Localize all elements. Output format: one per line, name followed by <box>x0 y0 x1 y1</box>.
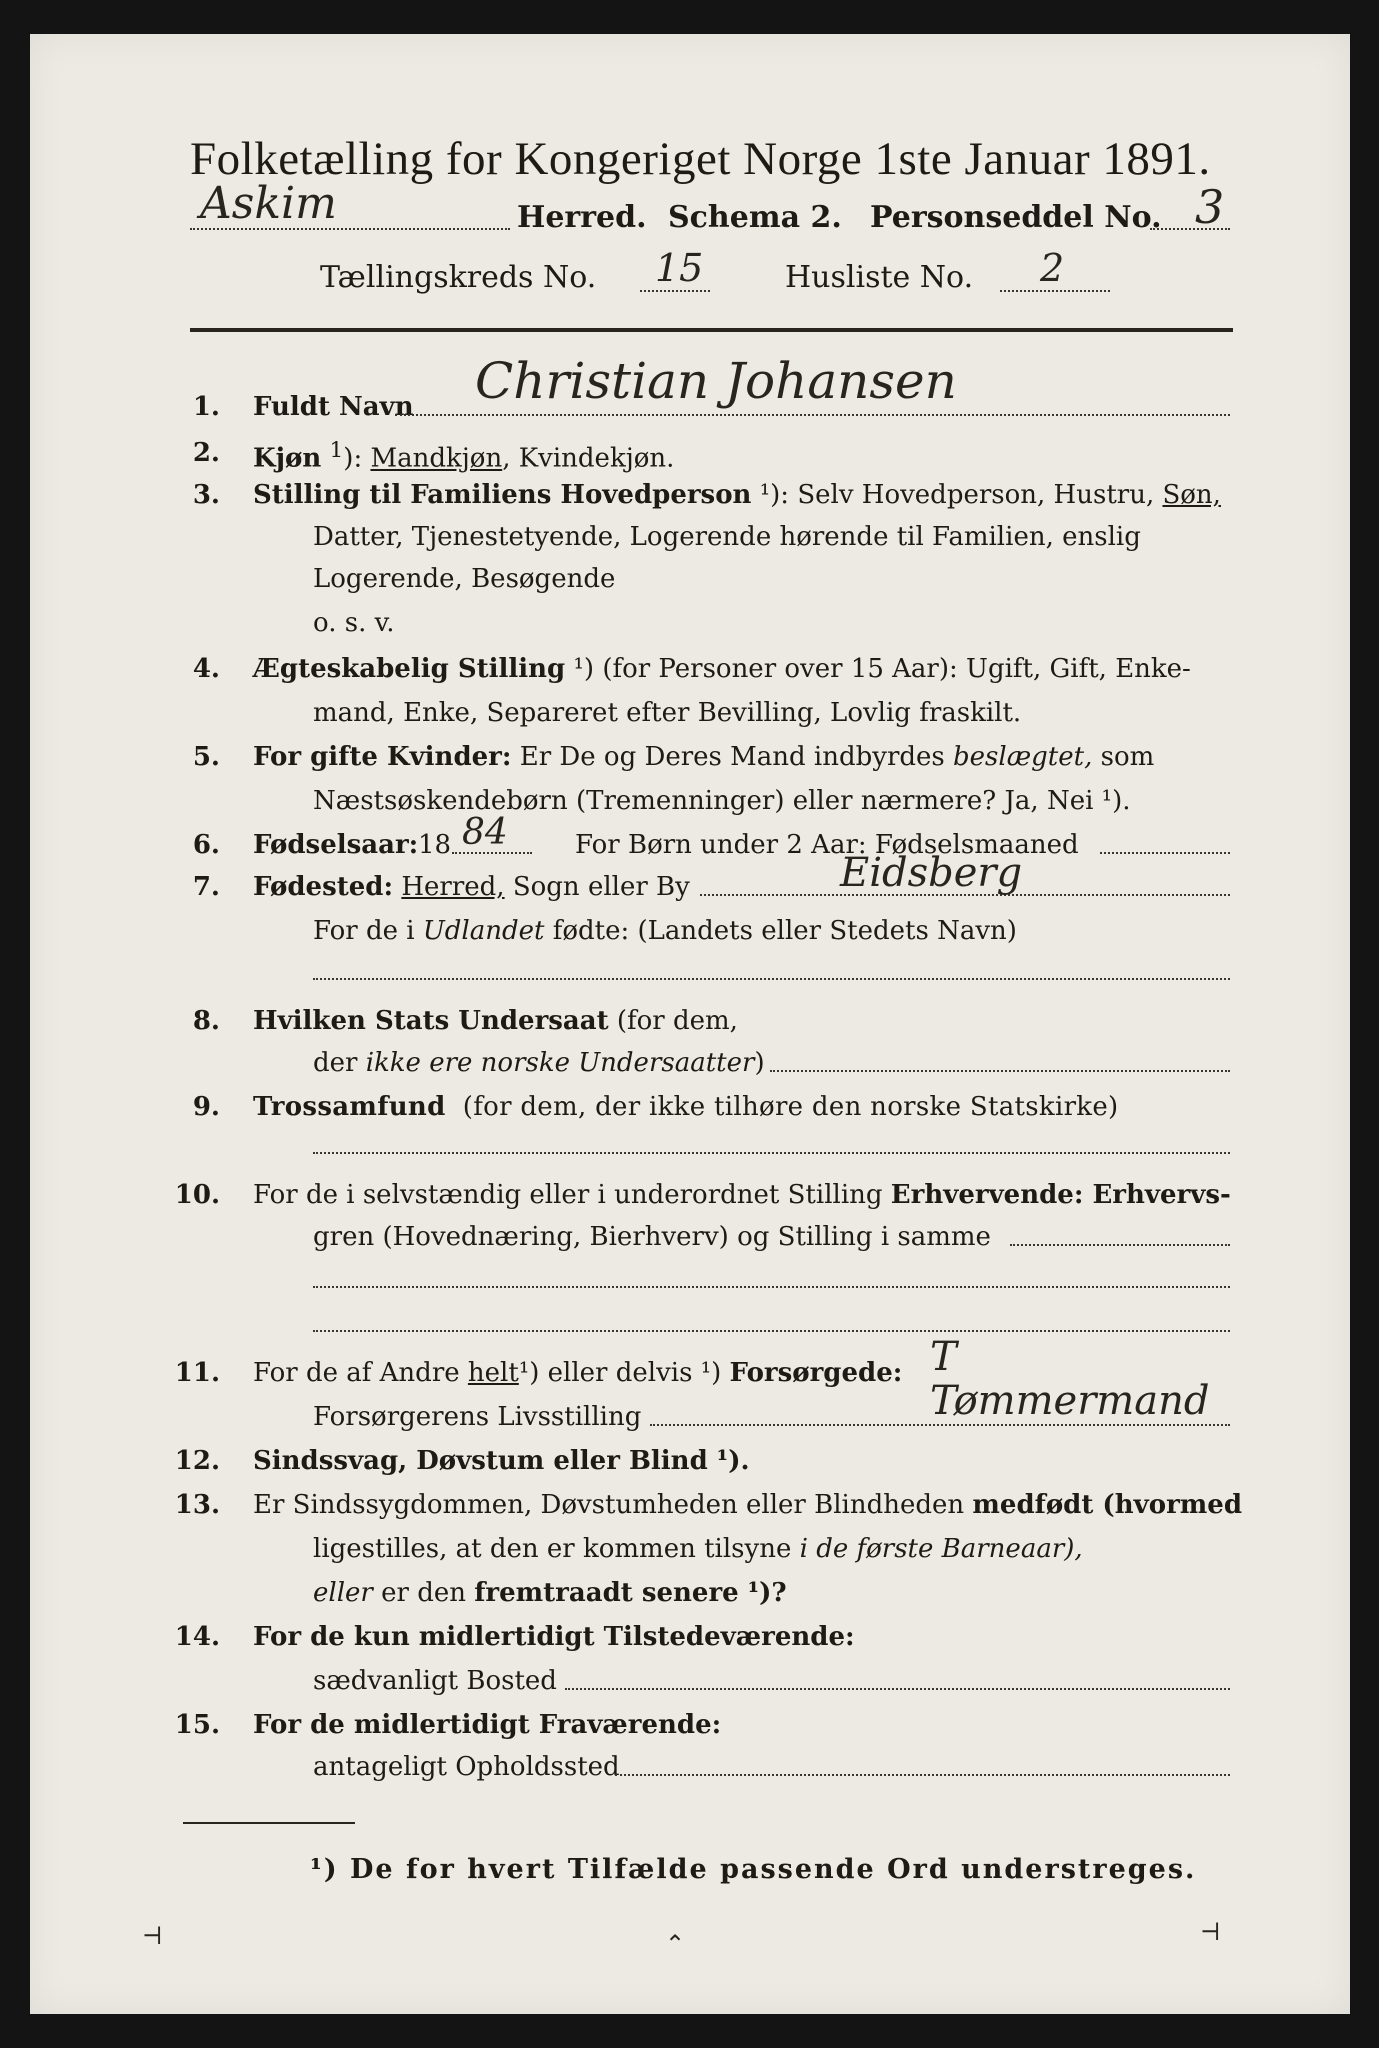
q4-options-a: (for Personer over 15 Aar): Ugift, Gift, Enke- <box>602 654 1191 684</box>
q11-text-bold: Forsørgede: <box>729 1358 903 1388</box>
herred-value: Askim <box>200 178 337 229</box>
q9-dotted-line <box>313 1152 1230 1154</box>
q7-abroad-dotted-line <box>313 978 1230 980</box>
q8-line2: der ikke ere norske Undersaatter) <box>313 1048 765 1078</box>
q6-century: 18 <box>418 830 452 860</box>
q12-label: Sindssvag, Døvstum eller Blind ¹). <box>253 1446 750 1476</box>
q7-birthplace-value: Eidsberg <box>840 850 1023 896</box>
husliste-dotted-line <box>1000 290 1110 292</box>
q15-line2: antageligt Opholdssted <box>313 1752 620 1782</box>
kreds-value: 15 <box>655 246 704 290</box>
q6-month-dotted-line <box>1100 852 1230 854</box>
q11-line1: For de af Andre helt¹) eller delvis ¹) Forsørgede: <box>253 1358 903 1388</box>
q4-number: 4. <box>192 654 220 684</box>
q3-line1: Stilling til Familiens Hovedperson ¹): Selv Hovedperson, Hustru, Søn, <box>253 480 1221 510</box>
q1-number: 1. <box>192 392 220 422</box>
q10-text-a: For de i selvstændig eller i underordnet Stilling <box>253 1180 883 1210</box>
q10-text-bold: Erhvervende: Erhvervs- <box>890 1180 1231 1210</box>
q9-number: 9. <box>192 1092 220 1122</box>
registration-mark-center: ⌃ <box>665 1930 686 1958</box>
q5-label: For gifte Kvinder: <box>253 742 512 772</box>
kreds-label: Tællingskreds No. <box>320 260 597 295</box>
q3-options-a: Selv Hovedperson, Hustru, <box>797 480 1155 510</box>
q10-line1 <box>253 1180 1231 1210</box>
q7-line2 <box>313 916 1017 946</box>
q7-text-a: For de i <box>313 916 415 946</box>
q13-text-b: ligestilles, at den er kommen tilsyne <box>313 1534 792 1564</box>
q8-dotted-line <box>770 1070 1230 1072</box>
q14-number: 14. <box>174 1622 220 1652</box>
q12-number: 12. <box>174 1446 220 1476</box>
q5-text-italic: beslægtet, <box>953 742 1093 772</box>
q14-label: For de kun midlertidigt Tilstedeværende: <box>253 1622 855 1652</box>
registration-mark-left: ⊣ <box>142 1922 163 1950</box>
q11-line2: Forsørgerens Livsstilling <box>313 1402 642 1432</box>
q7-number: 7. <box>192 872 220 902</box>
q3-line4: o. s. v. <box>313 608 395 638</box>
q9-label: Trossamfund <box>253 1092 446 1122</box>
q11-text-a: For de af Andre <box>253 1358 460 1388</box>
q5-text-c: som <box>1100 742 1155 772</box>
registration-mark-right: ⊣ <box>1200 1918 1221 1946</box>
footnote: ¹) De for hvert Tilfælde passende Ord understreges. <box>310 1854 1197 1885</box>
q13-number: 13. <box>174 1490 220 1520</box>
q10-number: 10. <box>174 1180 220 1210</box>
q13-text-c: er den <box>381 1578 466 1608</box>
q11-dotted-line <box>650 1424 1230 1426</box>
q8-text-b: der <box>313 1048 358 1078</box>
q7-option-herred: Herred, <box>401 872 505 902</box>
q7-text-c: fødte: (Landets eller Stedets Navn) <box>552 916 1017 946</box>
q13-text-eller: eller <box>313 1578 373 1608</box>
husliste-value: 2 <box>1040 246 1065 290</box>
q8-number: 8. <box>192 1006 220 1036</box>
q4-line2: mand, Enke, Separeret efter Bevilling, Lovlig fraskilt. <box>313 698 1022 728</box>
form-title: Folketælling for Kongeriget Norge 1ste Januar 1891. <box>190 133 1211 185</box>
q10-dotted-line-1 <box>1010 1244 1230 1246</box>
kreds-dotted-line <box>640 290 710 292</box>
q13-line2 <box>313 1534 1083 1564</box>
q11-prefix-mark: T <box>930 1334 957 1380</box>
q2-option-male: Mandkjøn <box>370 443 503 474</box>
husliste-label: Husliste No. <box>785 260 974 295</box>
q14-dotted-line <box>565 1688 1230 1690</box>
q10-line2: gren (Hovednæring, Bierhverv) og Stilling i samme <box>313 1222 991 1252</box>
q2-number: 2. <box>192 438 220 468</box>
q10-dotted-line-3 <box>313 1330 1230 1332</box>
q9-line1 <box>253 1092 1119 1122</box>
q15-dotted-line <box>615 1774 1230 1776</box>
q2-line: Kjøn $^1$): Mandkjøn, Kvindekjøn. <box>253 438 675 474</box>
q7-line1 <box>253 872 690 902</box>
q3-label: Stilling til Familiens Hovedperson <box>253 480 752 510</box>
q3-option-son: Søn, <box>1162 480 1221 510</box>
q13-line1 <box>253 1490 1242 1520</box>
q13-text-bold: medfødt (hvormed <box>972 1490 1243 1520</box>
personseddel-label: Personseddel No. <box>870 200 1162 235</box>
q2-option-female: Kvindekjøn. <box>518 443 675 474</box>
q9-text: (for dem, der ikke tilhøre den norske Statskirke) <box>462 1092 1119 1122</box>
q8-text-a: (for dem, <box>616 1006 738 1036</box>
q11-option-helt: helt <box>467 1358 519 1388</box>
q6-born-label: For Børn under 2 Aar: Fødselsmaaned <box>575 830 1079 860</box>
q8-line1 <box>253 1006 738 1036</box>
q1-dotted-line <box>395 414 1230 416</box>
personseddel-value: 3 <box>1195 180 1225 234</box>
q5-line1 <box>253 742 1154 772</box>
q7-label: Fødested: <box>253 872 394 902</box>
q13-text-d: fremtraadt senere ¹)? <box>474 1578 787 1608</box>
q6-year-value: 84 <box>462 812 508 853</box>
q11-occupation-value: Tømmermand <box>930 1378 1210 1424</box>
q7-options: Sogn eller By <box>512 872 690 902</box>
q8-text-italic: ikke ere norske Undersaatter <box>365 1048 755 1078</box>
q11-text-b: eller delvis ¹) <box>547 1358 722 1388</box>
q3-line2: Datter, Tjenestetyende, Logerende hørende til Familien, enslig <box>313 522 1141 552</box>
schema-label: Schema 2. <box>668 200 842 235</box>
q1-label: Fuldt Navn <box>253 392 414 422</box>
q5-text-a: Er De og Deres Mand indbyrdes <box>519 742 945 772</box>
q15-number: 15. <box>174 1710 220 1740</box>
q7-text-italic: Udlandet <box>422 916 545 946</box>
q3-number: 3. <box>192 480 220 510</box>
q5-number: 5. <box>192 742 220 772</box>
q6-number: 6. <box>192 830 220 860</box>
q2-label: Kjøn <box>253 443 322 474</box>
q1-name-value: Christian Johansen <box>475 352 957 410</box>
q6-label: Fødselsaar: <box>253 830 419 860</box>
header-rule <box>190 328 1233 332</box>
q13-line3 <box>313 1578 787 1608</box>
q14-line2: sædvanligt Bosted <box>313 1666 557 1696</box>
q4-line1: Ægteskabelig Stilling ¹) (for Personer over 15 Aar): Ugift, Gift, Enke- <box>253 654 1191 684</box>
footnote-rule <box>183 1822 355 1824</box>
q11-number: 11. <box>174 1358 220 1388</box>
q2-footnote-ref: 1 <box>329 438 344 463</box>
q13-text-italic: i de første Barneaar), <box>799 1534 1083 1564</box>
q13-text-a: Er Sindssygdommen, Døvstumheden eller Blindheden <box>253 1490 965 1520</box>
q5-line2: Næstsøskendebørn (Tremenninger) eller nærmere? Ja, Nei ¹). <box>313 786 1131 816</box>
q8-label: Hvilken Stats Undersaat <box>253 1006 609 1036</box>
herred-label: Herred. <box>517 200 647 235</box>
q4-label: Ægteskabelig Stilling <box>253 654 566 684</box>
q3-line3: Logerende, Besøgende <box>313 564 616 594</box>
q15-label: For de midlertidigt Fraværende: <box>253 1710 722 1740</box>
q10-dotted-line-2 <box>313 1286 1230 1288</box>
